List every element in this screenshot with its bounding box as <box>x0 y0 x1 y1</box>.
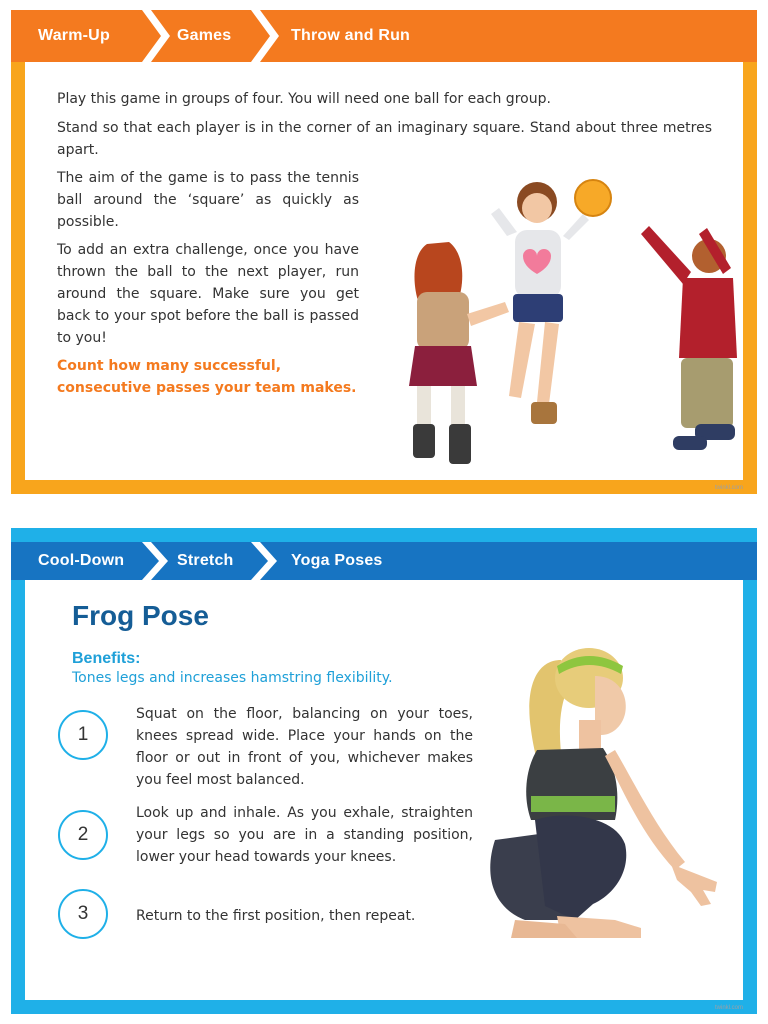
breadcrumb-item-throw-and-run[interactable]: Throw and Run <box>291 27 411 44</box>
aim-text: The aim of the game is to pass the tennis ball around the ‘square’ as quickly as possible. <box>57 170 359 230</box>
children-throwing-ball-illustration <box>387 174 737 474</box>
benefits-text: Tones legs and increases hamstring flexibility. <box>72 670 393 686</box>
breadcrumb-item-stretch[interactable]: Stretch <box>177 552 234 569</box>
frog-pose-woman-illustration <box>465 620 735 960</box>
chevron-right-icon <box>251 10 279 62</box>
breadcrumb <box>11 542 757 580</box>
breadcrumb <box>11 10 757 62</box>
brand-watermark: twinkl.com <box>714 1005 743 1011</box>
highlight-text: Count how many successful, consecutive passes your team makes. <box>57 358 357 396</box>
step-number-2: 2 <box>58 810 108 860</box>
warmup-card <box>11 10 757 494</box>
chevron-right-icon <box>142 10 170 62</box>
setup-text: Stand so that each player is in the corner of an imaginary square. Stand about three metres apart. <box>57 120 712 158</box>
step-text-1: Squat on the floor, balancing on your toes, knees spread wide. Place your hands on the floor or out in front of you, whichever makes you feel most balanced. <box>136 706 473 788</box>
challenge-text: To add an extra challenge, once you have thrown the ball to the next player, run around the square. Make sure you get back to your spot before the ball is passed to you! <box>57 242 359 346</box>
brand-watermark: twinkl.com <box>714 485 743 491</box>
breadcrumb-item-cool-down[interactable]: Cool-Down <box>38 552 125 569</box>
chevron-right-icon <box>142 542 168 580</box>
page-title: Frog Pose <box>72 600 209 631</box>
chevron-right-icon <box>251 542 277 580</box>
cooldown-card <box>11 528 757 1014</box>
step-text-3: Return to the first position, then repeat. <box>136 908 416 924</box>
step-number-1: 1 <box>58 710 108 760</box>
warmup-content <box>25 62 743 480</box>
cooldown-content <box>25 580 743 1000</box>
step-text-2: Look up and inhale. As you exhale, straighten your legs so you are in a standing position, lower your head towards your knees. <box>136 805 473 865</box>
intro-text: Play this game in groups of four. You will need one ball for each group. <box>57 91 551 107</box>
breadcrumb-item-yoga-poses[interactable]: Yoga Poses <box>291 552 383 569</box>
benefits-heading: Benefits: <box>72 650 141 667</box>
breadcrumb-item-games[interactable]: Games <box>177 27 232 44</box>
step-number-3: 3 <box>58 889 108 939</box>
breadcrumb-item-warm-up[interactable]: Warm-Up <box>38 27 110 44</box>
